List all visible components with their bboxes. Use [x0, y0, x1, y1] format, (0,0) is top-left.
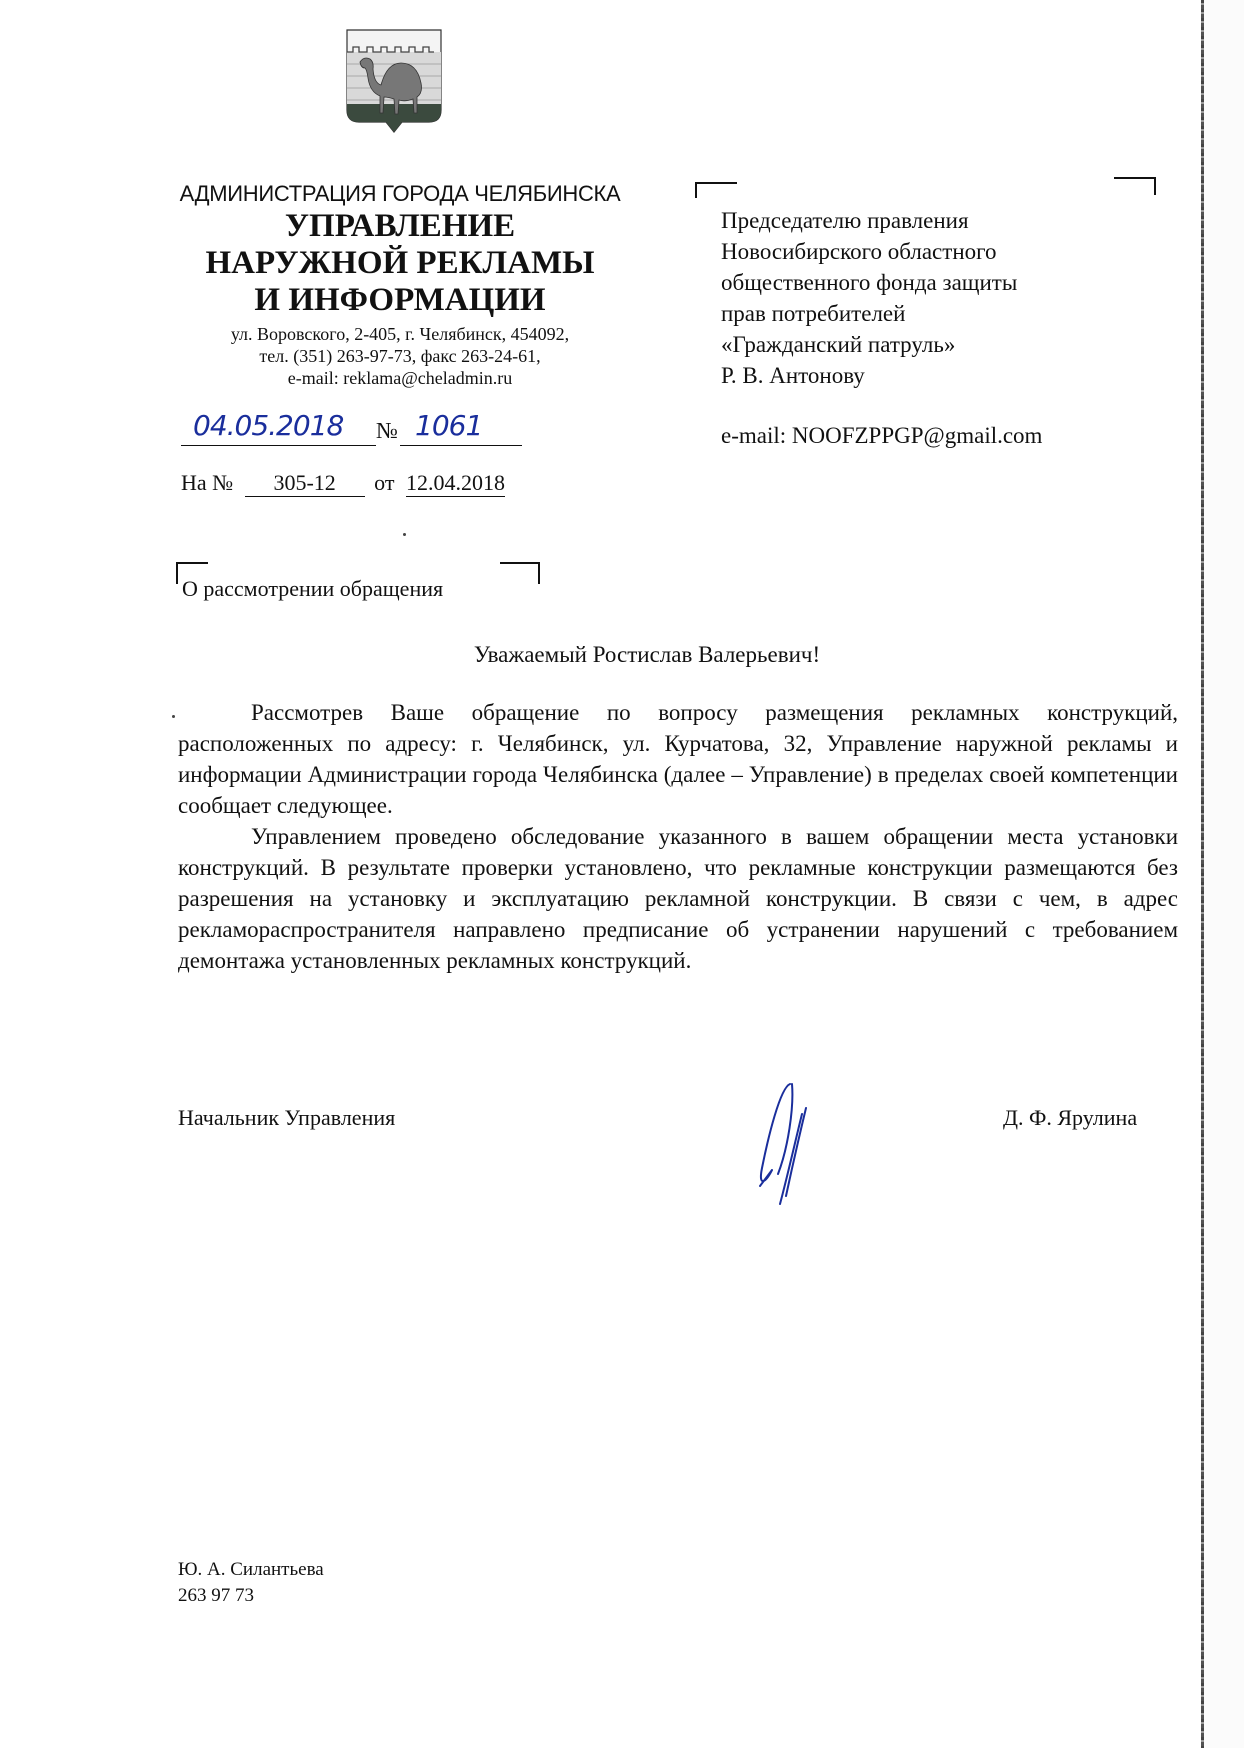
signatory-name: Д. Ф. Ярулина — [1003, 1105, 1138, 1130]
department-line: И ИНФОРМАЦИИ — [254, 282, 546, 318]
reference-line — [181, 470, 505, 497]
department-line: НАРУЖНОЙ РЕКЛАМЫ — [205, 245, 595, 281]
recipient-line: Председателю правления — [721, 208, 969, 233]
signatory-title: Начальник Управления — [178, 1105, 396, 1130]
recipient-line: «Гражданский патруль» — [721, 332, 956, 357]
recipient-line: прав потребителей — [721, 301, 906, 326]
number-sign: № — [376, 418, 398, 443]
handwritten-signature-icon — [730, 1078, 830, 1210]
recipient-line: Новосибирского областного — [721, 239, 997, 264]
recipient-bracket-left — [695, 182, 737, 198]
executor-name: Ю. А. Силантьева — [178, 1559, 324, 1580]
department-title — [160, 208, 640, 319]
recipient-email: e-mail: NOOFZPPGP@gmail.com — [721, 423, 1043, 448]
email-line: e-mail: reklama@cheladmin.ru — [287, 368, 513, 388]
reference-from-label: от — [374, 470, 395, 495]
scan-edge-line — [1201, 0, 1204, 1748]
recipient-line: общественного фонда защиты — [721, 270, 1018, 295]
outgoing-number: 1061 — [415, 409, 483, 442]
department-line: УПРАВЛЕНИЕ — [284, 208, 516, 244]
outgoing-date: 04.05.2018 — [193, 409, 344, 442]
recipient-block — [721, 205, 1017, 391]
executor-block — [178, 1557, 324, 1609]
scan-margin — [1204, 0, 1244, 1748]
subject-bracket-right — [500, 562, 540, 584]
scan-speck — [172, 715, 175, 718]
scan-speck — [403, 533, 406, 536]
department-contacts — [160, 323, 640, 389]
letter-body — [178, 697, 1178, 976]
salutation: Уважаемый Ростислав Валерьевич! — [473, 642, 821, 667]
body-paragraph: Рассмотрев Ваше обращение по вопросу размещения рекламных конструкций, расположенных по адресу: г. Челябинск, ул. Курчатова, 32, Управление наружной рекламы и информации Администрации города Челябинска (далее – Управление) в пределах своей компетенции сообщает следующее. — [178, 700, 1178, 818]
chelyabinsk-coat-of-arms-icon — [344, 28, 444, 134]
phone-line: тел. (351) 263-97-73, факс 263-24-61, — [259, 346, 541, 366]
address-line: ул. Воровского, 2-405, г. Челябинск, 454092, — [230, 324, 570, 344]
subject-line: О рассмотрении обращения — [182, 576, 444, 601]
reference-date: 12.04.2018 — [405, 470, 505, 495]
recipient-bracket-right — [1114, 177, 1156, 195]
reference-prefix: На № — [181, 470, 234, 495]
reference-number: 305-12 — [245, 470, 365, 497]
recipient-name: Р. В. Антонову — [721, 363, 865, 388]
body-paragraph: Управлением проведено обследование указанного в вашем обращении места установки конструкций. В результате проверки установлено, что рекламные конструкции размещаются без разрешения на установку и эксплуатацию рекламной конструкции. В связи с чем, в адрес рекламораспространителя направлено предписание об устранении нарушений с требованием демонтажа установленных рекламных конструкций. — [178, 824, 1178, 973]
executor-phone: 263 97 73 — [178, 1585, 254, 1606]
administration-title: АДМИНИСТРАЦИЯ ГОРОДА ЧЕЛЯБИНСКА — [179, 181, 621, 206]
